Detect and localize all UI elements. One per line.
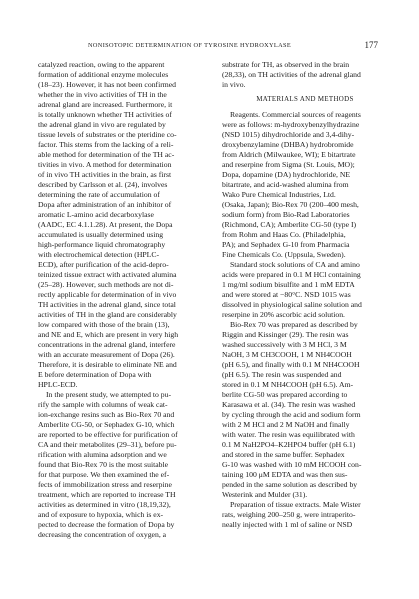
- text-line: (pH 6.5). The resin was suspended and: [222, 370, 342, 379]
- text-line: concentrations in the adrenal gland, interfere: [38, 340, 176, 349]
- text-line: stored in 0.1 M NH4COOH (pH 6.5). Am-: [222, 380, 354, 389]
- text-line: fects of immobilization stress and reserpine: [38, 480, 172, 489]
- text-line: from Rohm and Haas Co. (Philadelphia,: [222, 230, 346, 239]
- text-line: CA and their metabolites (29–31), before pu-: [38, 440, 177, 449]
- text-line: neally injected with 1 ml of saline or NSD: [222, 520, 353, 529]
- text-line: In the present study, we attempted to pu-: [46, 390, 172, 399]
- text-line: ECD), after purification of the acid-depro-: [38, 260, 169, 269]
- text-line: the adrenal gland in vivo are regulated by: [38, 120, 166, 129]
- right-column: [222, 60, 388, 530]
- text-line: determining the rate of accumulation of: [38, 190, 160, 199]
- text-line: Standard stock solutions of CA and amino: [230, 260, 360, 269]
- text-line: in vivo.: [222, 80, 246, 89]
- text-line: activities of TH in the gland are considerably: [38, 310, 177, 319]
- text-line: accumulated is usually determined using: [38, 230, 164, 239]
- text-line: are reported to be effective for purification of: [38, 430, 178, 439]
- text-line: ion-exchange resins such as Bio-Rex 70 and: [38, 410, 175, 419]
- text-line: (AADC, EC 4.1.1.28). At present, the Dopa: [38, 220, 173, 229]
- section-heading: MATERIALS AND METHODS: [256, 96, 354, 103]
- text-line: for that purpose. We then examined the ef-: [38, 470, 170, 479]
- text-line: and reserpine from Sigma (St. Louis, MO);: [222, 160, 355, 169]
- text-line: rification with alumina adsorption and we: [38, 450, 167, 459]
- text-line: (NSD 1015) dihydrochloride and 3,4-dihy-: [222, 130, 355, 139]
- text-line: taining 100 μM EDTA and was then sus-: [222, 470, 348, 479]
- text-line: of in vivo TH activities in the brain, as first: [38, 170, 172, 179]
- text-line: rats, weighing 200–250 g, were intraperito-: [222, 510, 356, 519]
- text-line: berlite CG-50 was prepared according to: [222, 390, 348, 399]
- text-line: adrenal gland are increased. Furthermore, it: [38, 100, 173, 109]
- text-line: and stored in the same buffer. Sephadex: [222, 450, 345, 459]
- text-line: Riggin and Kissinger (29). The resin was: [222, 330, 349, 339]
- text-line: pended in the same solution as described by: [222, 480, 358, 489]
- text-line: Dopa after administration of an inhibitor of: [38, 200, 172, 209]
- text-line: (28,33), on TH activities of the adrenal gland: [222, 70, 361, 79]
- text-line: tivities in vivo. A method for determination: [38, 160, 172, 169]
- left-column: [38, 60, 213, 540]
- text-line: rify the sample with columns of weak cat-: [38, 400, 168, 409]
- text-line: Bio-Rex 70 was prepared as described by: [230, 320, 358, 329]
- text-line: found that Bio-Rex 70 is the most suitable: [38, 460, 169, 469]
- text-line: TH activities in the adrenal gland, since total: [38, 300, 176, 309]
- text-line: catalyzed reaction, owing to the apparent: [38, 60, 165, 69]
- text-line: (pH 6.5), and finally with 0.1 M NH4COOH: [222, 360, 360, 369]
- text-line: (25–28). However, such methods are not di-: [38, 280, 174, 289]
- text-line: (Osaka, Japan); Bio-Rex 70 (200–400 mesh,: [222, 200, 359, 209]
- text-line: from Aldrich (Milwaukee, WI); E bitartrate: [222, 150, 356, 159]
- text-line: high-performance liquid chromatography: [38, 240, 166, 249]
- right-column-intro: [222, 60, 388, 90]
- text-line: G-10 was washed with 10 mM HCOOH con-: [222, 460, 362, 469]
- text-line: factor. This stems from the lacking of a reli-: [38, 140, 174, 149]
- text-line: Wako Pure Chemical Industries, Ltd.: [222, 190, 336, 199]
- running-head: NONISOTOPIC DETERMINATION OF TYROSINE HYDROXYLASE: [88, 42, 292, 49]
- text-line: HPLC-ECD.: [38, 380, 78, 389]
- text-line: tissue levels of substrates or the pteridine co-: [38, 130, 177, 139]
- text-line: decreasing the concentration of oxygen, a: [38, 530, 167, 539]
- text-line: with an accurate measurement of Dopa (26).: [38, 350, 175, 359]
- text-line: E before determination of Dopa with: [38, 370, 152, 379]
- text-line: teinized tissue extract with activated alumina: [38, 270, 177, 279]
- text-line: PA); and Sephadex G-10 from Pharmacia: [222, 240, 350, 249]
- text-line: were as follows: m-hydroxybenzylhydrazine: [222, 120, 360, 129]
- text-line: low compared with those of the brain (13),: [38, 320, 170, 329]
- text-line: whether the in vivo activities of TH in the: [38, 90, 167, 99]
- text-line: Karasawa et al. (34). The resin was washed: [222, 400, 356, 409]
- text-line: is totally unknown whether TH activities of: [38, 110, 172, 119]
- text-line: dissolved in physiological saline solution and: [222, 300, 362, 309]
- text-line: bitartrate, and acid-washed alumina from: [222, 180, 349, 189]
- text-line: treatment, which are reported to increase TH: [38, 490, 176, 499]
- text-line: formation of additional enzyme molecules: [38, 70, 169, 79]
- text-line: activities as determined in vitro (18,19,32),: [38, 500, 171, 509]
- text-line: able method for determination of the TH ac-: [38, 150, 175, 159]
- text-line: by cycling through the acid and sodium form: [222, 410, 361, 419]
- text-line: reserpine in 20% ascorbic acid solution.: [222, 310, 345, 319]
- text-line: rectly applicable for determination of in vivo: [38, 290, 177, 299]
- text-line: and of exposure to hypoxia, which is ex-: [38, 510, 164, 519]
- text-line: acids were prepared in 0.1 M HCl containing: [222, 270, 361, 279]
- text-line: pected to decrease the formation of Dopa by: [38, 520, 175, 529]
- text-line: with 2 M HCl and 2 M NaOH and finally: [222, 420, 350, 429]
- text-line: Amberlite CG-50, or Sephadex G-10, which: [38, 420, 175, 429]
- text-line: and NE and E, which are present in very high: [38, 330, 179, 339]
- text-line: with water. The resin was equilibrated with: [222, 430, 355, 439]
- text-line: 0.1 M NaH2PO4–K2HPO4 buffer (pH 6.1): [222, 440, 356, 449]
- text-line: Westerink and Mulder (31).: [222, 490, 308, 499]
- text-line: Preparation of tissue extracts. Male Wister: [230, 500, 361, 509]
- text-line: droxybenzylamine (DHBA) hydrobromide: [222, 140, 354, 149]
- text-line: (Richmond, CA); Amberlite CG-50 (type I): [222, 220, 357, 229]
- text-line: described by Carlsson et al. (24), involves: [38, 180, 168, 189]
- right-column-body: [222, 110, 388, 530]
- text-line: washed successively with 3 M HCl, 3 M: [222, 340, 347, 349]
- text-line: Fine Chemicals Co. (Uppsula, Sweden).: [222, 250, 346, 259]
- text-line: aromatic L-amino acid decarboxylase: [38, 210, 154, 219]
- text-line: sodium form) from Bio-Rad Laboratories: [222, 210, 350, 219]
- text-line: and were stored at −80°C. NSD 1015 was: [222, 290, 351, 299]
- text-line: substrate for TH, as observed in the brain: [222, 60, 350, 69]
- page-number: 177: [364, 40, 378, 50]
- text-line: (18–23). However, it has not been confirmed: [38, 80, 177, 89]
- text-line: 1 mg/ml sodium bisulfite and 1 mM EDTA: [222, 280, 355, 289]
- text-line: Dopa, dopamine (DA) hydrochloride, NE: [222, 170, 351, 179]
- text-line: NaOH, 3 M CH3COOH, 1 M NH4COOH: [222, 350, 352, 359]
- text-line: Therefore, it is desirable to eliminate NE and: [38, 360, 177, 369]
- text-line: with electrochemical detection (HPLC-: [38, 250, 160, 259]
- text-line: Reagents. Commercial sources of reagents: [230, 110, 361, 119]
